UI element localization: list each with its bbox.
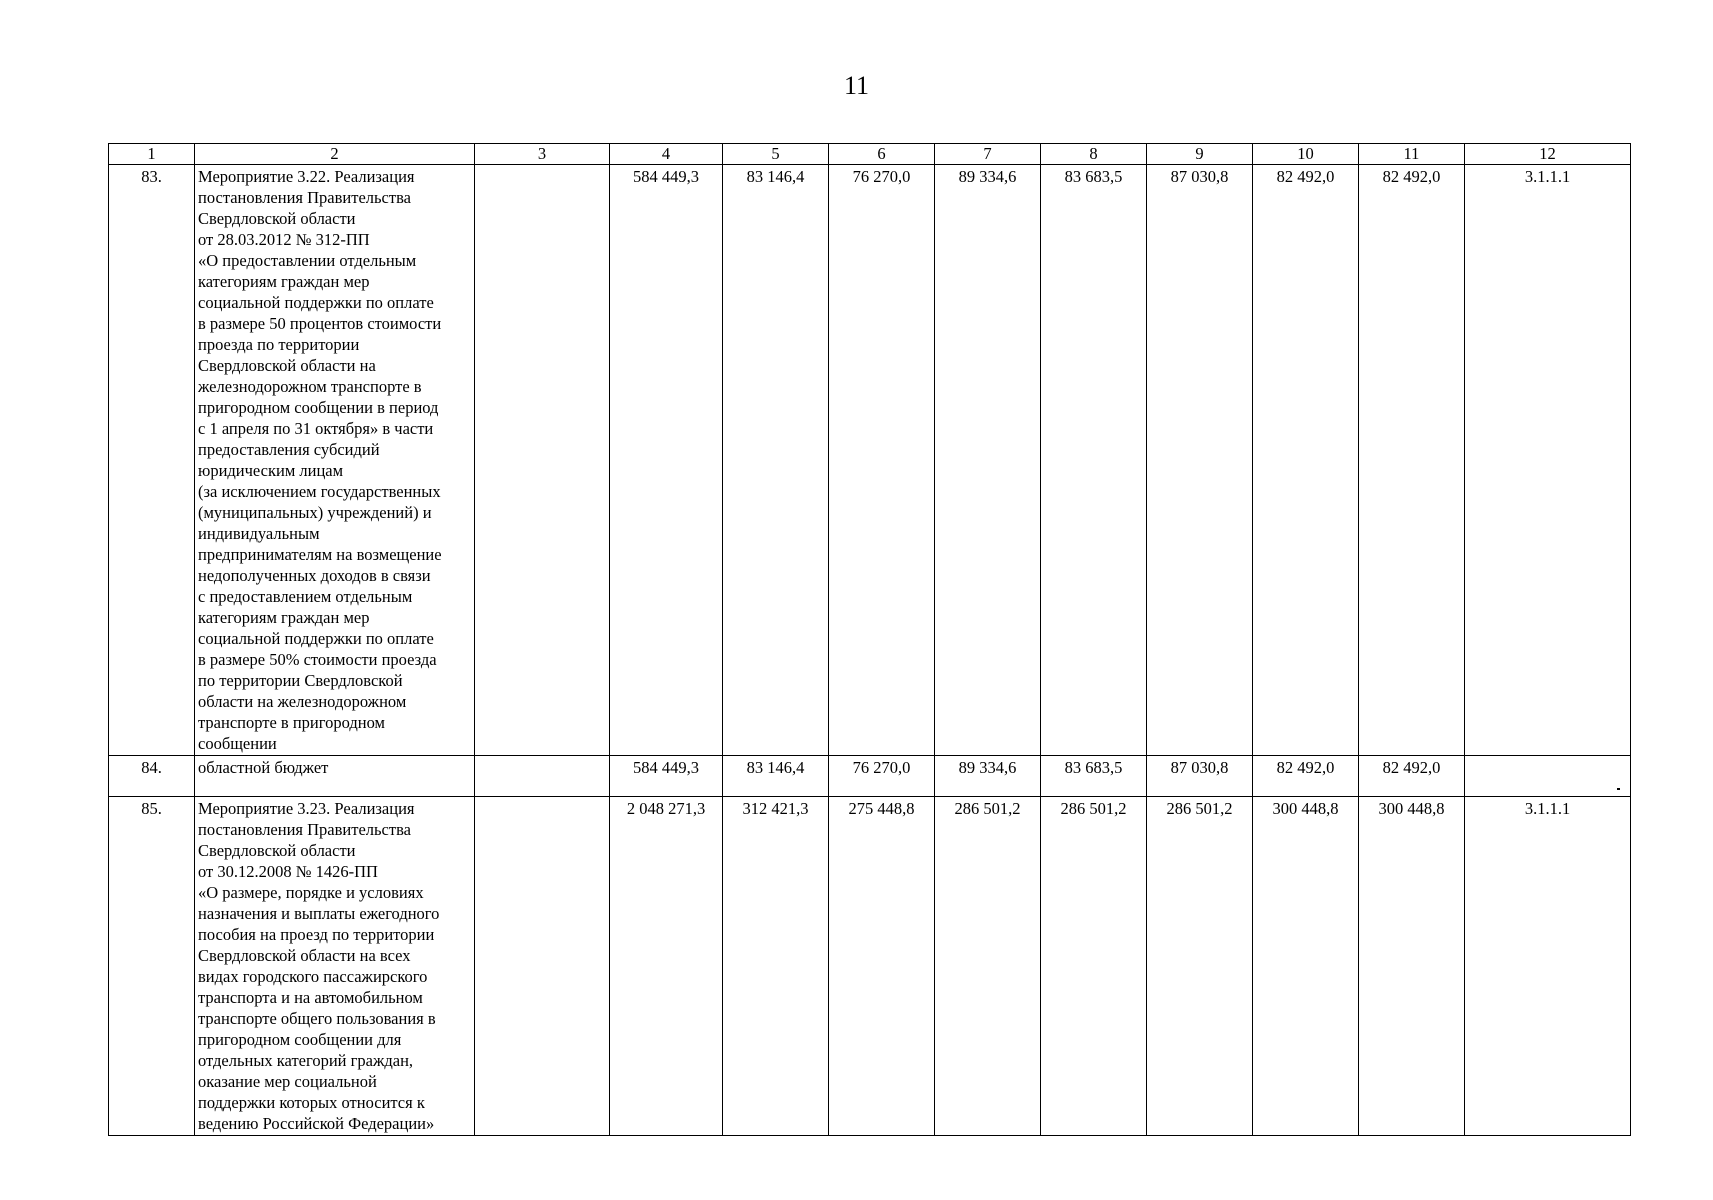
- name-line: транспорте общего пользования в: [198, 1009, 436, 1028]
- column-header: 1: [109, 144, 195, 165]
- column-header: 4: [610, 144, 723, 165]
- column-header: 6: [829, 144, 935, 165]
- column-header: 7: [935, 144, 1041, 165]
- year-value: 286 501,2: [1147, 797, 1253, 1136]
- year-value: 82 492,0: [1359, 756, 1465, 797]
- column-3-cell: [475, 165, 610, 756]
- column-header: 9: [1147, 144, 1253, 165]
- name-line: Свердловской области на: [198, 356, 376, 375]
- year-value: 300 448,8: [1253, 797, 1359, 1136]
- row-number: 85.: [109, 797, 195, 1136]
- name-line: «О предоставлении отдельным: [198, 251, 417, 270]
- year-value: 83 146,4: [723, 165, 829, 756]
- column-header: 12: [1465, 144, 1631, 165]
- name-line: поддержки которых относится к: [198, 1093, 425, 1112]
- name-line: отдельных категорий граждан,: [198, 1051, 414, 1070]
- year-value: 286 501,2: [935, 797, 1041, 1136]
- name-line: Мероприятие 3.23. Реализация: [198, 799, 415, 818]
- name-line: предоставления субсидий: [198, 440, 380, 459]
- name-line: категориям граждан мер: [198, 608, 370, 627]
- name-line: в размере 50% стоимости проезда: [198, 650, 437, 669]
- column-3-cell: [475, 797, 610, 1136]
- name-line: области на железнодорожном: [198, 692, 407, 711]
- column-header: 3: [475, 144, 610, 165]
- year-value: 286 501,2: [1041, 797, 1147, 1136]
- name-line: ведению Российской Федерации»: [198, 1114, 435, 1133]
- name-line: пригородном сообщении в период: [198, 398, 439, 417]
- name-line: юридическим лицам: [198, 461, 344, 480]
- year-value: 76 270,0: [829, 165, 935, 756]
- name-line: назначения и выплаты ежегодного: [198, 904, 440, 923]
- year-value: 83 683,5: [1041, 756, 1147, 797]
- year-value: 82 492,0: [1253, 165, 1359, 756]
- name-line: (муниципальных) учреждений) и: [198, 503, 432, 522]
- scan-speck: [1617, 788, 1620, 790]
- table-row: [109, 797, 1631, 1136]
- activity-name: [195, 756, 475, 797]
- name-line: индивидуальным: [198, 524, 320, 543]
- name-line: социальной поддержки по оплате: [198, 629, 434, 648]
- total-value: 2 048 271,3: [610, 797, 723, 1136]
- year-value: 83 146,4: [723, 756, 829, 797]
- name-line: от 30.12.2008 № 1426-ПП: [198, 862, 378, 881]
- target-code: 3.1.1.1: [1465, 797, 1631, 1136]
- name-line: видах городского пассажирского: [198, 967, 428, 986]
- year-value: 82 492,0: [1253, 756, 1359, 797]
- column-number-header-row: [109, 144, 1631, 165]
- name-line: транспорте в пригородном: [198, 713, 385, 732]
- name-line: областной бюджет: [198, 758, 329, 777]
- column-header: 11: [1359, 144, 1465, 165]
- name-line: Мероприятие 3.22. Реализация: [198, 167, 415, 186]
- target-code: 3.1.1.1: [1465, 165, 1631, 756]
- total-value: 584 449,3: [610, 165, 723, 756]
- name-line: категориям граждан мер: [198, 272, 370, 291]
- name-line: (за исключением государственных: [198, 482, 441, 501]
- year-value: 83 683,5: [1041, 165, 1147, 756]
- column-header: 2: [195, 144, 475, 165]
- name-line: оказание мер социальной: [198, 1072, 377, 1091]
- name-line: предпринимателям на возмещение: [198, 545, 442, 564]
- activity-name: [195, 165, 475, 756]
- name-line: проезда по территории: [198, 335, 360, 354]
- activity-name: [195, 797, 475, 1136]
- year-value: 76 270,0: [829, 756, 935, 797]
- row-number: 84.: [109, 756, 195, 797]
- year-value: 89 334,6: [935, 165, 1041, 756]
- name-line: «О размере, порядке и условиях: [198, 883, 424, 902]
- year-value: 312 421,3: [723, 797, 829, 1136]
- program-activities-table: [108, 143, 1631, 1136]
- year-value: 275 448,8: [829, 797, 935, 1136]
- name-line: сообщении: [198, 734, 277, 753]
- column-header: 5: [723, 144, 829, 165]
- name-line: Свердловской области на всех: [198, 946, 411, 965]
- year-value: 300 448,8: [1359, 797, 1465, 1136]
- year-value: 89 334,6: [935, 756, 1041, 797]
- name-line: пригородном сообщении для: [198, 1030, 402, 1049]
- year-value: 87 030,8: [1147, 756, 1253, 797]
- name-line: железнодорожном транспорте в: [198, 377, 422, 396]
- name-line: с 1 апреля по 31 октября» в части: [198, 419, 434, 438]
- year-value: 82 492,0: [1359, 165, 1465, 756]
- row-number: 83.: [109, 165, 195, 756]
- name-line: Свердловской области: [198, 209, 356, 228]
- table-row: [109, 165, 1631, 756]
- target-code: [1465, 756, 1631, 797]
- table-row: [109, 756, 1631, 797]
- column-header: 10: [1253, 144, 1359, 165]
- year-value: 87 030,8: [1147, 165, 1253, 756]
- name-line: пособия на проезд по территории: [198, 925, 435, 944]
- name-line: Свердловской области: [198, 841, 356, 860]
- column-header: 8: [1041, 144, 1147, 165]
- name-line: от 28.03.2012 № 312-ПП: [198, 230, 370, 249]
- name-line: социальной поддержки по оплате: [198, 293, 434, 312]
- name-line: по территории Свердловской: [198, 671, 403, 690]
- page-number: 11: [843, 71, 870, 100]
- name-line: транспорта и на автомобильном: [198, 988, 423, 1007]
- total-value: 584 449,3: [610, 756, 723, 797]
- name-line: в размере 50 процентов стоимости: [198, 314, 442, 333]
- column-3-cell: [475, 756, 610, 797]
- name-line: с предоставлением отдельным: [198, 587, 413, 606]
- name-line: постановления Правительства: [198, 188, 411, 207]
- name-line: постановления Правительства: [198, 820, 411, 839]
- name-line: недополученных доходов в связи: [198, 566, 431, 585]
